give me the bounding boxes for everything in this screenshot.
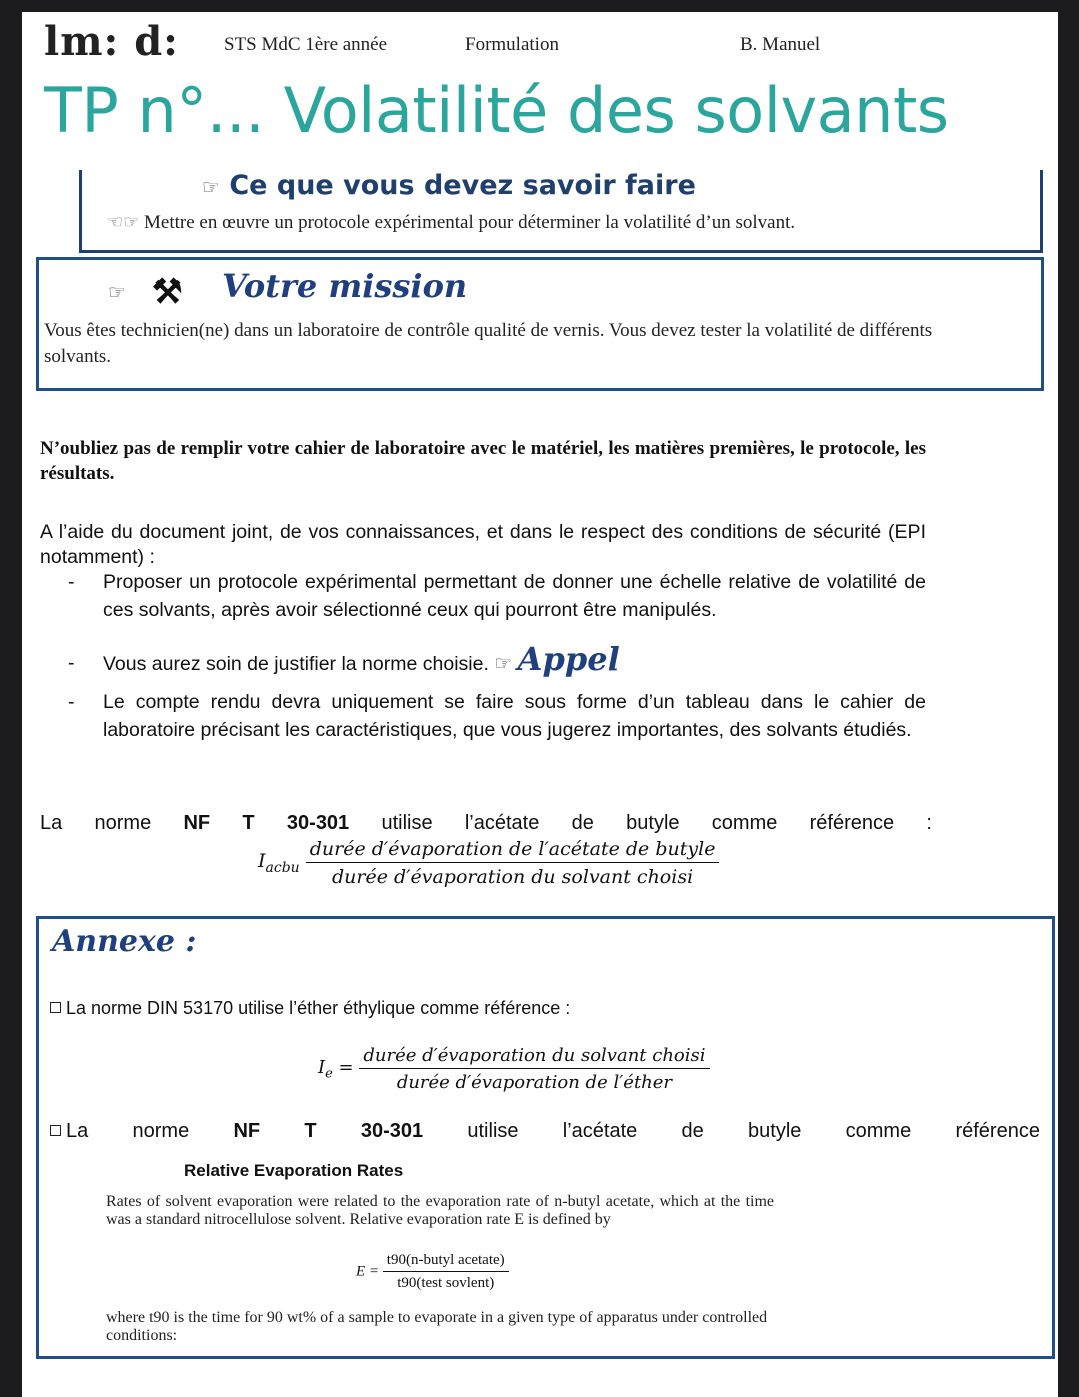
reminder-note: N’oubliez pas de remplir votre cahier de laboratoire avec le matériel, les matières premières, le protocole, les résultats. (40, 438, 926, 484)
skills-text-row (107, 212, 795, 234)
mission-text: Vous êtes technicien(ne) dans un laboratoire de contrôle qualité de vernis. Vous devez tester la volatilité de différents solvants. (44, 320, 933, 367)
instruction-bullet: - Vous aurez soin de justifier la norme choisie. ☞ Appel (68, 640, 620, 678)
norme-nf-line (40, 812, 932, 835)
word: T (304, 1120, 317, 1142)
checkbox-square-icon (50, 1002, 61, 1013)
skills-heading-text: Ce que vous devez savoir faire (229, 170, 696, 201)
word: de (681, 1120, 704, 1142)
checkbox-square-icon (50, 1125, 61, 1136)
reference-footer: where t90 is the time for 90 wt% of a sample to evaporate in a given type of apparatus under controlled conditions: (106, 1309, 768, 1344)
subject-label: Formulation (465, 34, 559, 55)
annexe-norme-nf-line (50, 1120, 1040, 1143)
skills-heading (202, 170, 696, 201)
mission-heading: Votre mission (222, 267, 468, 305)
word: de (571, 812, 594, 834)
word: NF (233, 1120, 261, 1142)
author-label: B. Manuel (740, 34, 821, 55)
word: butyle (626, 812, 680, 834)
annexe-heading: Annexe : (52, 924, 197, 959)
pointing-hand-icon: ☞ (108, 282, 126, 304)
logo: lm: d: (44, 18, 179, 65)
class-label: STS MdC 1ère année (224, 34, 388, 55)
word: utilise (381, 812, 433, 834)
instruction-bullet: - Proposer un protocole expérimental permettant de donner une échelle relative de volatilité de ces solvants, après avoir sélectionné ceux qui pourront être manipulés. (68, 568, 926, 624)
instruction-bullet-text: Proposer un protocole expérimental permettant de donner une échelle relative de volatilité de ces solvants, après avoir sélectionné ceux qui pourront être manipulés. (103, 571, 926, 621)
word: NF (183, 812, 211, 834)
din-text: La norme DIN 53170 utilise l’éther éthylique comme référence : (66, 998, 571, 1018)
instruction-bullet: - Le compte rendu devra uniquement se faire sous forme d’un tableau dans le cahier de laboratoire précisant les caractéristiques, que vous jugerez importantes, des solvants étudiés. (68, 688, 926, 744)
formula-numerator: durée d′évaporation de l′acétate de butyle (306, 838, 720, 863)
word: T (242, 812, 255, 834)
word: utilise (467, 1120, 519, 1142)
formula-relative-evaporation: E = $\frac{\text{t90(n-butyl acetate)}}{\text{t90(test sovlent)}}$ (356, 1252, 509, 1292)
instruction-bullet-text: Le compte rendu devra uniquement se faire sous forme d’un tableau dans le cahier de laboratoire précisant les caractéristiques, que vous jugerez importantes, des solvants étudiés. (103, 691, 926, 741)
instruction-bullet-text: Vous aurez soin de justifier la norme choisie. (103, 653, 489, 675)
word: 30-301 (286, 812, 350, 834)
word: 30-301 (360, 1120, 424, 1142)
word: référence (809, 812, 895, 834)
formula-denominator: durée d′évaporation de l′éther (396, 1072, 673, 1093)
pointing-hand-icon: ☞ (202, 175, 220, 199)
din-norme-line (50, 998, 570, 1019)
formula-denominator: t90(test sovlent) (397, 1275, 495, 1291)
formula-numerator: durée d′évaporation du solvant choisi (359, 1045, 709, 1069)
word: comme (711, 812, 778, 834)
word: norme (94, 812, 152, 834)
word: l’acétate (562, 1120, 638, 1142)
pointing-hand-icon: ☞ (494, 653, 513, 675)
reference-text: Rates of solvent evaporation were related to the evaporation rate of n-butyl acetate, which at the time was a standard nitrocellulose solvent. Relative evaporation rate E is defined by (106, 1193, 774, 1228)
tools-icon: ⚒ (152, 273, 183, 311)
word: norme (132, 1120, 190, 1142)
word: La (40, 812, 63, 834)
appel-label: Appel (517, 640, 620, 678)
skills-text: Mettre en œuvre un protocole expérimental pour déterminer la volatilité d’un solvant. (144, 212, 796, 233)
formula-denominator: durée d′évaporation du solvant choisi (332, 866, 694, 888)
word: : (926, 812, 932, 834)
formula-numerator: t90(n-butyl acetate) (383, 1252, 509, 1272)
word: butyle (748, 1120, 802, 1142)
word: comme (845, 1120, 912, 1142)
pointing-hands-icon: ☜☞ (107, 212, 140, 232)
document-page (22, 12, 1058, 1397)
reference-title: Relative Evaporation Rates (184, 1161, 404, 1180)
word: référence (955, 1120, 1040, 1142)
word: La (66, 1120, 89, 1142)
word: l’acétate (464, 812, 540, 834)
formula-acbu: $I_{acbu}$ $\frac{\text{durée d′évaporation de l′acétate de butyle}}{\text{durée d′évaporation du solvant choisi}}$ (258, 838, 719, 888)
page-title: TP n°... Volatilité des solvants (44, 74, 949, 147)
formula-ether: $I_e$ = $\frac{\text{durée d′évaporation du solvant choisi}}{\text{durée d′évaporation de l′éther}}$ (318, 1045, 710, 1093)
instructions-intro: A l’aide du document joint, de vos connaissances, et dans le respect des conditions de sécurité (EPI notamment) : (40, 521, 926, 568)
